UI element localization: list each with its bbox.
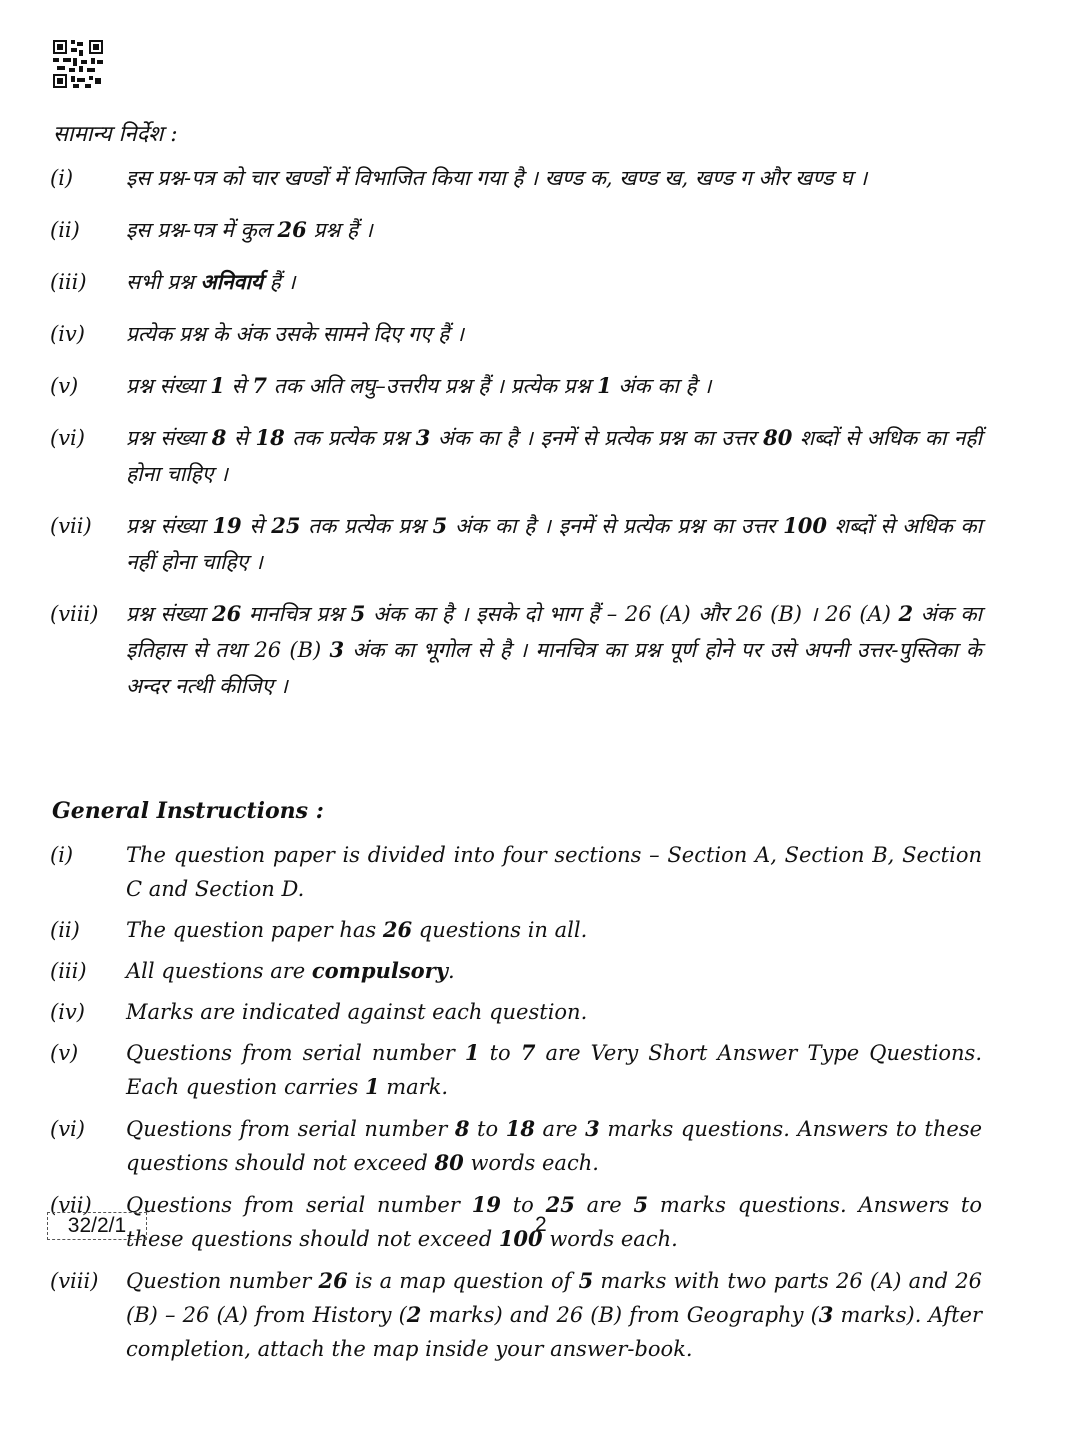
instruction-number: (iv)	[50, 322, 85, 346]
emphasis-text: 1	[464, 1040, 480, 1065]
emphasis-text: 5	[432, 513, 448, 538]
instruction-text: Questions from serial number 8 to 18 are 3 marks questions. Answers to these questions should not exceed 80 words each.	[126, 1116, 982, 1175]
emphasis-text: 3	[818, 1302, 834, 1327]
emphasis-text: 26	[212, 601, 242, 626]
hindi-instruction-item	[50, 420, 982, 492]
hindi-instruction-item	[50, 264, 982, 300]
english-instruction-item	[50, 954, 982, 988]
english-instruction-item	[50, 1036, 982, 1104]
emphasis-text: 5	[350, 601, 366, 626]
instruction-text: The question paper is divided into four sections – Section A, Section B, Section C and Section D.	[126, 843, 982, 901]
hindi-instruction-item	[50, 596, 982, 704]
english-instruction-item	[50, 995, 982, 1029]
emphasis-text: अनिवार्य	[200, 269, 263, 294]
english-instruction-item	[50, 1264, 982, 1366]
instruction-text: प्रश्न संख्या 1 से 7 तक अति लघु–उत्तरीय प्रश्न हैं । प्रत्येक प्रश्न 1 अंक का है ।	[126, 373, 712, 398]
hindi-instruction-item	[50, 160, 982, 196]
hindi-instruction-item	[50, 316, 982, 352]
emphasis-text: 19	[471, 1192, 501, 1217]
instruction-text: सभी प्रश्न अनिवार्य हैं ।	[126, 269, 296, 294]
instruction-number: (ii)	[50, 218, 80, 242]
paper-code: 32/2/1	[47, 1212, 147, 1240]
emphasis-text: 25	[545, 1192, 575, 1217]
instruction-number: (v)	[50, 1041, 79, 1065]
instruction-text: प्रश्न संख्या 8 से 18 तक प्रत्येक प्रश्न 3 अंक का है । इनमें से प्रत्येक प्रश्न का उत्तर 80 शब्दों से अधिक का नहीं होना चाहिए ।	[126, 425, 983, 486]
emphasis-text: 80	[763, 425, 793, 450]
emphasis-text: 1	[364, 1074, 380, 1099]
instruction-text: The question paper has 26 questions in all.	[126, 917, 588, 942]
emphasis-text: 2	[406, 1302, 422, 1327]
emphasis-text: 1	[597, 373, 612, 398]
instruction-number: (iii)	[50, 959, 87, 983]
instruction-number: (ii)	[50, 918, 80, 942]
instruction-number: (i)	[50, 843, 74, 867]
emphasis-text: 19	[212, 513, 242, 538]
emphasis-text: 7	[252, 373, 268, 398]
emphasis-text: 3	[329, 637, 345, 662]
emphasis-text: 8	[211, 425, 227, 450]
page-number: 2	[535, 1213, 547, 1236]
instruction-number: (i)	[50, 166, 74, 190]
instruction-number: (vii)	[50, 1193, 92, 1217]
instruction-number: (vi)	[50, 426, 85, 450]
instruction-text: Questions from serial number 1 to 7 are Very Short Answer Type Questions. Each question carries 1 mark.	[126, 1040, 983, 1099]
english-instruction-item	[50, 1188, 982, 1256]
instruction-text: इस प्रश्न-पत्र को चार खण्डों में विभाजित किया गया है । खण्ड क, खण्ड ख, खण्ड ग और खण्ड घ ।	[126, 166, 868, 190]
instruction-text: प्रत्येक प्रश्न के अंक उसके सामने दिए गए हैं ।	[126, 322, 464, 346]
emphasis-text: 26	[318, 1268, 348, 1293]
hindi-instructions-list	[50, 160, 982, 720]
instruction-number: (viii)	[50, 602, 99, 626]
emphasis-text: 25	[271, 513, 301, 538]
emphasis-text: 5	[578, 1268, 594, 1293]
emphasis-text: compulsory	[311, 958, 448, 983]
english-instruction-item	[50, 838, 982, 906]
emphasis-text: 26	[382, 917, 413, 942]
hindi-instruction-item	[50, 212, 982, 248]
english-instruction-item	[50, 913, 982, 947]
instruction-text: प्रश्न संख्या 26 मानचित्र प्रश्न 5 अंक का है । इसके दो भाग हैं – 26 (A) और 26 (B) । 26 (A) 2 अंक का इतिहास से तथा 26 (B) 3 अंक का भूगोल से है । मानचित्र का प्रश्न पूर्ण होने पर उसे अपनी उत्तर-पुस्तिका के अन्दर नत्थी कीजिए ।	[126, 601, 982, 698]
hindi-instruction-item	[50, 368, 982, 404]
instruction-text: इस प्रश्न-पत्र में कुल 26 प्रश्न हैं ।	[126, 217, 373, 242]
instruction-text: Question number 26 is a map question of 5 marks with two parts 26 (A) and 26 (B) – 26 (A) from History (2 marks) and 26 (B) from Geography (3 marks). After completion, attach the map inside your answer-book.	[126, 1268, 982, 1361]
emphasis-text: 26	[277, 217, 307, 242]
emphasis-text: 5	[633, 1192, 649, 1217]
instruction-number: (v)	[50, 374, 79, 398]
emphasis-text: 18	[505, 1116, 535, 1141]
instruction-text: All questions are compulsory.	[126, 958, 455, 983]
english-instructions-heading: General Instructions :	[52, 798, 324, 824]
emphasis-text: 2	[898, 601, 914, 626]
emphasis-text: 7	[520, 1040, 536, 1065]
instruction-text: प्रश्न संख्या 19 से 25 तक प्रत्येक प्रश्न 5 अंक का है । इनमें से प्रत्येक प्रश्न का उत्तर 100 शब्दों से अधिक का नहीं होना चाहिए ।	[126, 513, 983, 574]
emphasis-text: 8	[454, 1116, 470, 1141]
emphasis-text: 3	[415, 425, 431, 450]
instruction-number: (vii)	[50, 514, 92, 538]
instruction-text: Marks are indicated against each question.	[126, 1000, 588, 1024]
hindi-instruction-item	[50, 508, 982, 580]
instruction-number: (iii)	[50, 270, 87, 294]
emphasis-text: 1	[210, 373, 225, 398]
instruction-number: (iv)	[50, 1000, 85, 1024]
instruction-number: (vi)	[50, 1117, 85, 1141]
emphasis-text: 80	[434, 1150, 464, 1175]
emphasis-text: 100	[498, 1226, 543, 1251]
qr-code-icon	[53, 40, 103, 88]
hindi-instructions-heading: सामान्य निर्देश :	[53, 122, 178, 147]
emphasis-text: 100	[783, 513, 827, 538]
instruction-text: Questions from serial number 19 to 25 are 5 marks questions. Answers to these questions should not exceed 100 words each.	[126, 1192, 983, 1251]
emphasis-text: 18	[255, 425, 285, 450]
english-instructions-list	[50, 838, 982, 1374]
emphasis-text: 3	[585, 1116, 600, 1141]
instruction-number: (viii)	[50, 1269, 99, 1293]
english-instruction-item	[50, 1112, 982, 1180]
